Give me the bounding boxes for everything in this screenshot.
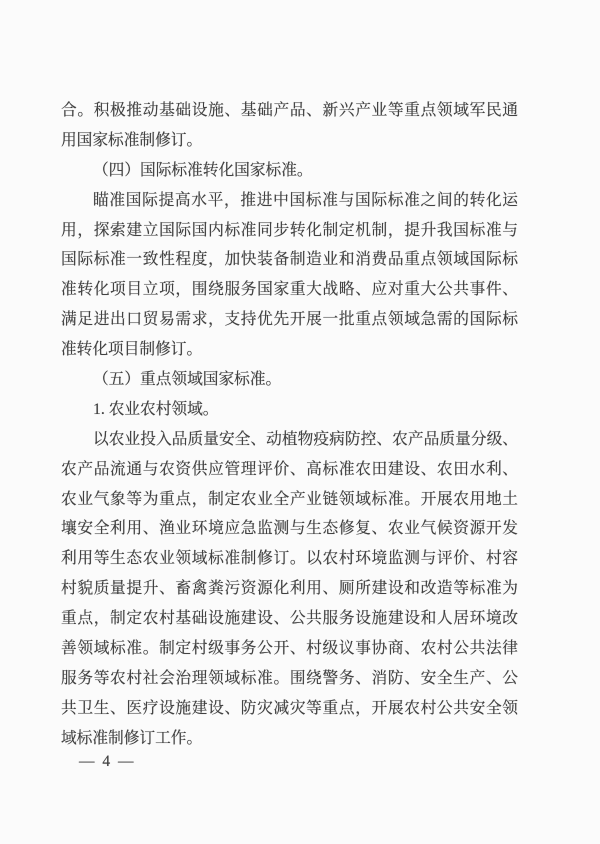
document-line: 壤安全利用、渔业环境应急监测与生态修复、农业气候资源开发 [61, 520, 518, 538]
document-line: 用国家标准制修订。 [61, 131, 203, 149]
document-line: 准转化项目制修订。 [61, 341, 203, 359]
document-body [61, 96, 518, 754]
document-line: 满足进出口贸易需求，支持优先开展一批重点领域急需的国际标 [61, 311, 518, 329]
document-line: 以农业投入品质量安全、动植物疫病防控、农产品质量分级、 [93, 430, 518, 448]
document-line: 农产品流通与农资供应管理评价、高标准农田建设、农田水利、 [61, 460, 518, 478]
document-line: 服务等农村社会治理领域标准。围绕警务、消防、安全生产、公 [61, 669, 518, 687]
document-line: 共卫生、医疗设施建设、防灾减灾等重点，开展农村公共安全领 [61, 699, 518, 717]
document-line: 善领域标准。制定村级事务公开、村级议事协商、农村公共法律 [61, 640, 518, 658]
document-line: 1. 农业农村领域。 [93, 400, 219, 418]
document-line: 国际标准一致性程度，加快装备制造业和消费品重点领域国际标 [61, 251, 518, 269]
document-line: （四）国际标准转化国家标准。 [93, 161, 313, 179]
document-line: 农业气象等为重点，制定农业全产业链领域标准。开展农用地土 [61, 490, 518, 508]
page-number: — 4 — [79, 753, 136, 770]
document-line: （五）重点领域国家标准。 [93, 371, 282, 389]
document-line: 利用等生态农业领域标准制修订。以农村环境监测与评价、村容 [61, 550, 518, 568]
document-line: 域标准制修订工作。 [61, 729, 203, 747]
document-line: 重点，制定农村基础设施建设、公共服务设施建设和人居环境改 [61, 610, 518, 628]
document-line: 瞄准国际提高水平，推进中国标准与国际标准之间的转化运 [93, 191, 518, 209]
document-line: 准转化项目立项，围绕服务国家重大战略、应对重大公共事件、 [61, 281, 518, 299]
document-line: 用，探索建立国际国内标准同步转化制定机制，提升我国标准与 [61, 221, 518, 239]
document-line: 村貌质量提升、畜禽粪污资源化利用、厕所建设和改造等标准为 [61, 580, 518, 598]
document-line: 合。积极推动基础设施、基础产品、新兴产业等重点领域军民通 [61, 102, 518, 119]
